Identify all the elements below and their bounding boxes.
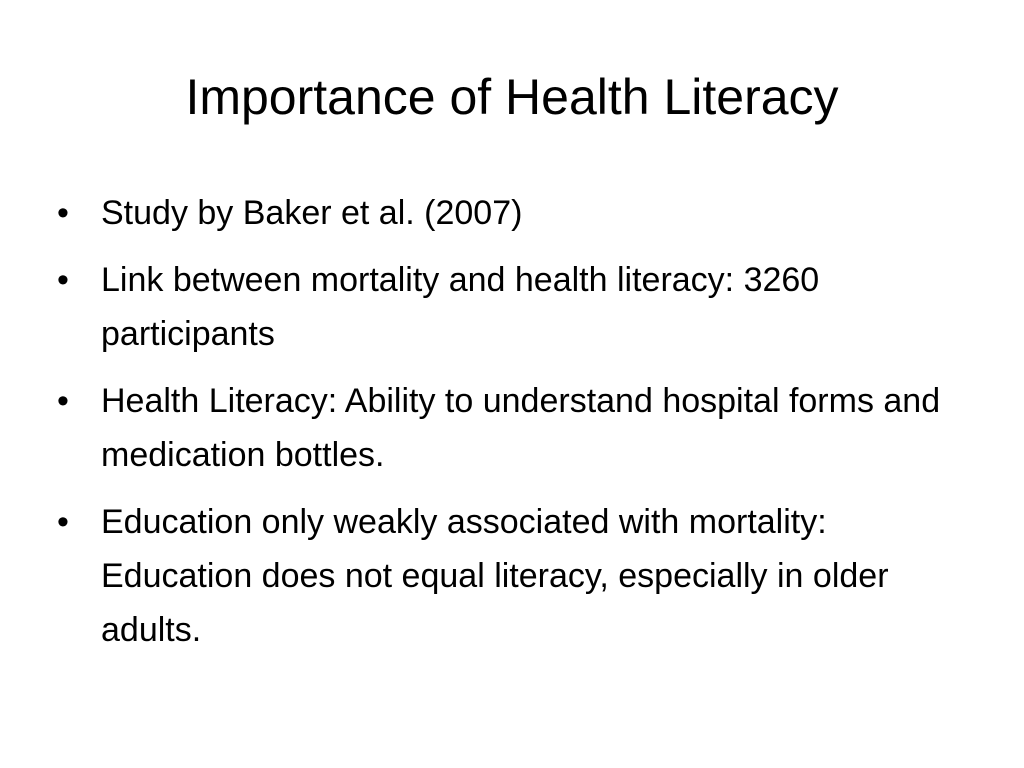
bullet-item <box>57 253 972 361</box>
bullet-list <box>57 186 972 670</box>
slide-title: Importance of Health Literacy <box>185 69 839 125</box>
bullet-text: Education only weakly associated with mortality: Education does not equal literacy, especially in older adults. <box>101 503 889 649</box>
bullet-point-icon: • <box>57 382 69 420</box>
bullet-item <box>57 186 972 240</box>
bullet-item <box>57 374 972 482</box>
bullet-point-icon: • <box>57 503 69 541</box>
bullet-text: Study by Baker et al. (2007) <box>101 194 523 232</box>
bullet-text: Health Literacy: Ability to understand hospital forms and medication bottles. <box>101 382 941 474</box>
bullet-item <box>57 495 972 657</box>
bullet-text: Link between mortality and health literacy: 3260 participants <box>101 261 820 353</box>
bullet-point-icon: • <box>57 194 69 232</box>
bullet-point-icon: • <box>57 261 69 299</box>
